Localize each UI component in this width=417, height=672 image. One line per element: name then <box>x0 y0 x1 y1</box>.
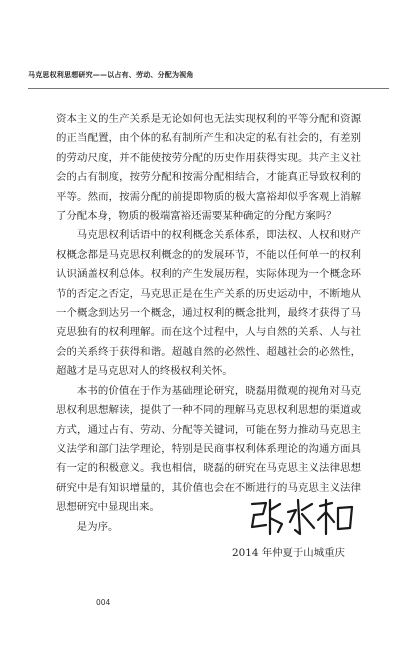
running-header: 马克思权利思想研究——以占有、劳动、分配为视角 <box>28 71 194 79</box>
handwritten-signature <box>246 494 356 542</box>
date-place: 2014 年仲夏于山城重庆 <box>232 547 345 559</box>
paragraph-4: 是为序。 <box>76 520 119 533</box>
paragraph-2: 马克思权利话语中的权利概念关系体系，即法权、人权和财产权概念都是马克思权利概念的的发展环节，不能以任何单一的权利认识涵盖权利总体。权利的产生发展历程，实际体现为一个概念环节的否定之否定，马克思正是在生产关系的历史运动中，不断地从一个概念到达另一个概念，通过权利的概念批判，最终才获得了马克思独有的权利理解。而在这个过程中，人与自然的关系、人与社会的关系终于获得和谐。超越自然的必然性、超越社会的必然性，超越才是马克思对人的终极权利关怀。 <box>56 229 361 378</box>
page-number: 004 <box>96 598 111 607</box>
header-rule <box>28 88 389 89</box>
paragraph-1: 资本主义的生产关系是无论如何也无法实现权利的平等分配和资源的正当配置，由个体的私有制所产生和决定的私有社会的，有差别的劳动尺度，并不能使按劳分配的历史作用获得实现。共产主义社会的占有制度，按劳分配和按需分配相结合，才能真正导致权利的平等。然而，按需分配的前提即物质的极大富裕却似乎客观上消解了分配本身，物质的极端富裕还需要某种确定的分配方案吗？ <box>56 113 361 223</box>
paragraph-3: 本书的价值在于作为基础理论研究，晓磊用微观的视角对马克思权利思想解读，提供了一种不同的理解马克思权利思想的渠道或方式，通过占有、劳动、分配等关键词，可能在努力推动马克思主义法学和部门法学理论，特别是民商事权利体系理论的沟通方面具有一定的积极意义。我也相信，晓磊的研究在马克思主义法律思想研究中是有知识增量的，其价值也会在不断进行的马克思主义法律思想研究中显现出来。 <box>56 384 361 514</box>
preface-body <box>56 110 361 537</box>
